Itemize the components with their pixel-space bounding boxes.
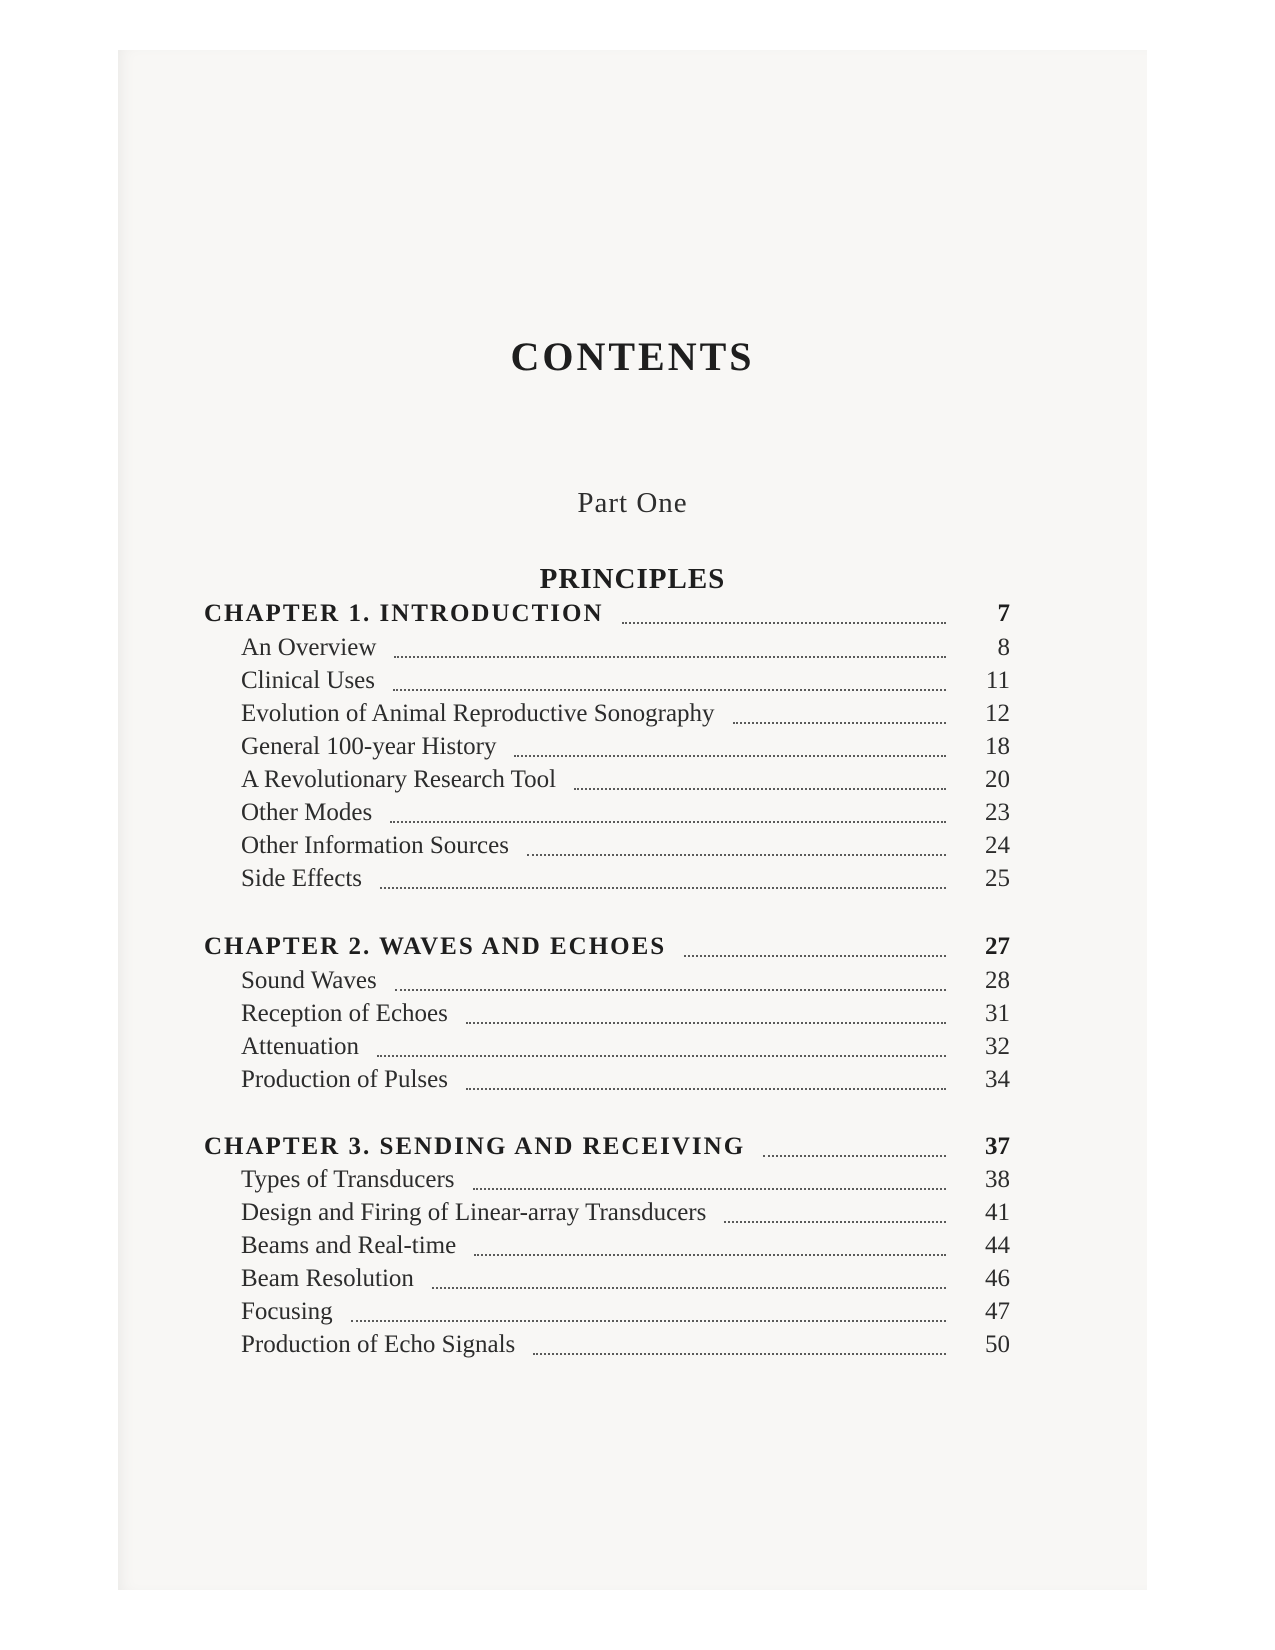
toc-entry: [241, 1331, 1010, 1361]
dot-leader: [377, 1055, 946, 1057]
toc-entry: [241, 1000, 1010, 1030]
chapter-title: CHAPTER 1. INTRODUCTION: [204, 600, 604, 627]
page-title: CONTENTS: [510, 334, 755, 379]
dot-leader: [574, 788, 946, 790]
section-title: A Revolutionary Research Tool: [241, 766, 557, 793]
dot-leader: [514, 755, 946, 757]
dot-leader: [473, 1188, 946, 1190]
page-number: 23: [985, 799, 1010, 826]
page-number: 28: [985, 967, 1010, 994]
dot-leader: [394, 656, 946, 658]
toc-entry: [241, 667, 1010, 697]
page-number: 37: [985, 1133, 1010, 1160]
section-title: General 100-year History: [241, 733, 497, 760]
page-number: 27: [985, 933, 1010, 960]
part-title: PRINCIPLES: [539, 563, 726, 595]
page-number: 20: [985, 766, 1010, 793]
section-title: Attenuation: [241, 1033, 360, 1060]
dot-leader: [533, 1353, 946, 1355]
section-title: Beam Resolution: [241, 1265, 414, 1292]
dot-leader: [432, 1287, 946, 1289]
dot-leader: [393, 689, 946, 691]
page-number: 44: [985, 1232, 1010, 1259]
section-title: Production of Pulses: [241, 1066, 448, 1093]
dot-leader: [684, 955, 946, 957]
dot-leader: [390, 821, 946, 823]
dot-leader: [474, 1254, 946, 1256]
section-title: Design and Firing of Linear-array Transducers: [241, 1199, 707, 1226]
toc-entry: [241, 1265, 1010, 1295]
toc-entry: [241, 832, 1010, 862]
dot-leader: [733, 722, 946, 724]
page-number: 46: [985, 1265, 1010, 1292]
page-number: 31: [985, 1000, 1010, 1027]
toc-entry: [241, 766, 1010, 796]
page-number: 11: [985, 667, 1010, 694]
dot-leader: [380, 887, 946, 889]
page-number: 32: [985, 1033, 1010, 1060]
section-title: Other Information Sources: [241, 832, 509, 859]
section-title: Production of Echo Signals: [241, 1331, 516, 1358]
toc-entry: [241, 634, 1010, 664]
toc-entry: [241, 1199, 1010, 1229]
section-title: Side Effects: [241, 865, 363, 892]
toc-chapter-3: [204, 1133, 1010, 1163]
page-number: 50: [985, 1331, 1010, 1358]
section-title: Other Modes: [241, 799, 373, 826]
page-number: 24: [985, 832, 1010, 859]
dot-leader: [466, 1022, 946, 1024]
dot-leader: [466, 1088, 946, 1090]
dot-leader: [395, 989, 946, 991]
section-title: Sound Waves: [241, 967, 377, 994]
page-number: 18: [985, 733, 1010, 760]
toc-entry: [241, 733, 1010, 763]
page-number: 34: [985, 1066, 1010, 1093]
part-label: Part One: [577, 487, 688, 519]
dot-leader: [527, 854, 946, 856]
toc-entry: [241, 799, 1010, 829]
page-number: 12: [985, 700, 1010, 727]
toc-entry: [241, 1232, 1010, 1262]
dot-leader: [763, 1155, 946, 1157]
dot-leader: [724, 1221, 946, 1223]
page-number: 38: [985, 1166, 1010, 1193]
page-number: 47: [985, 1298, 1010, 1325]
page-number: 25: [985, 865, 1010, 892]
toc-entry: [241, 1066, 1010, 1096]
toc-entry: [241, 865, 1010, 895]
dot-leader: [351, 1320, 946, 1322]
chapter-title: CHAPTER 2. WAVES AND ECHOES: [204, 933, 667, 960]
section-title: Beams and Real-time: [241, 1232, 457, 1259]
toc-entry: [241, 700, 1010, 730]
book-page: [118, 50, 1147, 1590]
toc-chapter-1: [204, 600, 1010, 630]
toc-entry: [241, 1166, 1010, 1196]
toc-entry: [241, 967, 1010, 997]
toc-entry: [241, 1033, 1010, 1063]
section-title: Reception of Echoes: [241, 1000, 448, 1027]
section-title: Evolution of Animal Reproductive Sonography: [241, 700, 715, 727]
page-number: 7: [997, 600, 1010, 627]
page-number: 8: [997, 634, 1010, 661]
section-title: Types of Transducers: [241, 1166, 455, 1193]
page-number: 41: [985, 1199, 1010, 1226]
toc-chapter-2: [204, 933, 1010, 963]
toc-entry: [241, 1298, 1010, 1328]
section-title: An Overview: [241, 634, 377, 661]
section-title: Focusing: [241, 1298, 333, 1325]
section-title: Clinical Uses: [241, 667, 376, 694]
chapter-title: CHAPTER 3. SENDING AND RECEIVING: [204, 1133, 746, 1160]
dot-leader: [622, 622, 946, 624]
